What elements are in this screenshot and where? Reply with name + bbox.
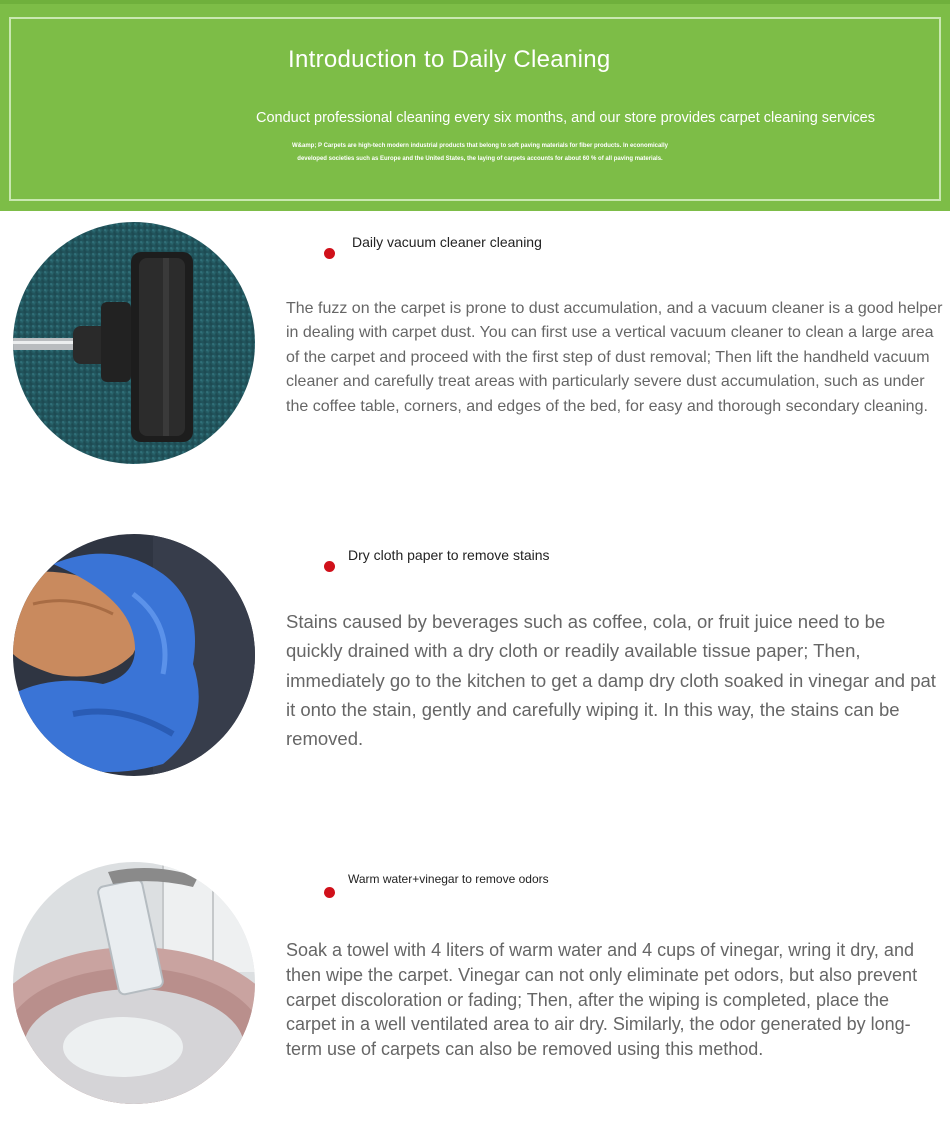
banner-fine-print: W&amp; P Carpets are high-tech modern industrial products that belong to soft paving materials for fiber products. In economically developed societies such as Europe and the United States, the laying of carpets accounts for about 60 % of all paving materials. [292,143,668,162]
section-heading: Warm water+vinegar to remove odors [348,872,549,886]
section-body: Soak a towel with 4 liters of warm water and 4 cups of vinegar, wring it dry, and then wipe the carpet. Vinegar can not only eliminate pet odors, but also prevent carpet discoloration or fading; Then, after the wiping is completed, place the carpet in a well ventilated area to air dry. Similarly, the odor generated by long-term use of carpets can also be removed using this method. [286,940,918,1060]
header-banner [0,0,950,211]
bullet-dot [324,887,335,898]
section-body: Stains caused by beverages such as coffee, cola, or fruit juice need to be quickly drained with a dry cloth or readily available tissue paper; Then, immediately go to the kitchen to get a damp dry cloth soaked in vinegar and pat it onto the stain, gently and carefully wiping it. In this way, the stains can be removed. [286,611,936,750]
bullet-dot [324,561,335,572]
bullet-dot [324,248,335,259]
banner-frame [9,17,941,201]
water-basin-image [13,862,255,1104]
section-body: The fuzz on the carpet is prone to dust accumulation, and a vacuum cleaner is a good helper in dealing with carpet dust. You can first use a vertical vacuum cleaner to clean a large area of the carpet and proceed with the first step of dust removal; Then lift the handheld vacuum cleaner and carefully treat areas with particularly severe dust accumulation, such as under the coffee table, corners, and edges of the bed, for easy and thorough secondary cleaning. [286,300,943,415]
blue-cloth-image [13,534,255,776]
section-heading: Daily vacuum cleaner cleaning [352,234,542,250]
banner-subtitle: Conduct professional cleaning every six months, and our store provides carpet cleaning services [256,110,875,126]
vacuum-cleaner-image [13,222,255,464]
page-title: Introduction to Daily Cleaning [288,46,611,73]
section-heading: Dry cloth paper to remove stains [348,547,550,563]
